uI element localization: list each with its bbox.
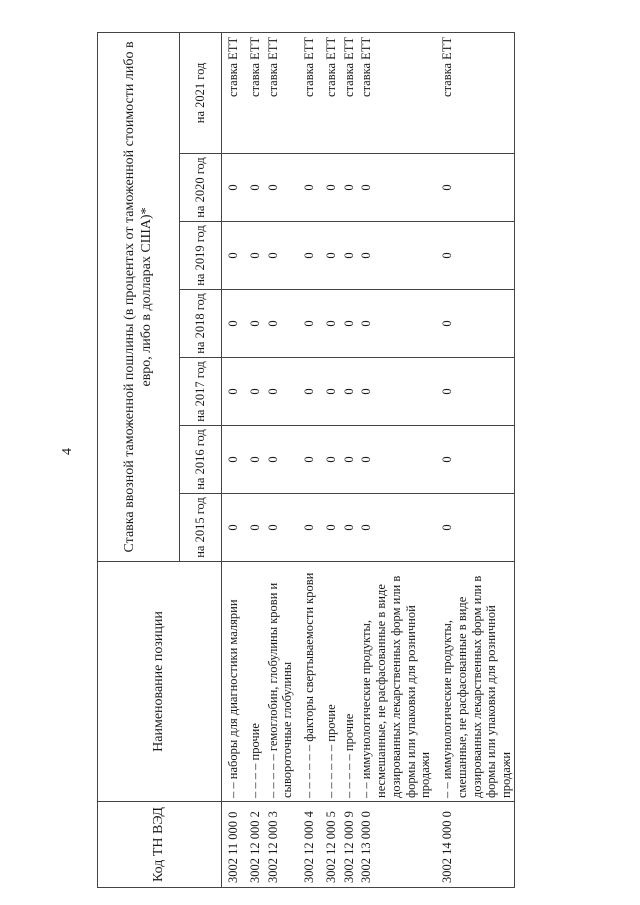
table-row [358,32,439,887]
rate-value: 0 [247,154,265,222]
header-year: на 2015 год [180,494,222,562]
rate-value: 0 [265,222,302,290]
table-row [222,32,247,887]
rate-value: 0 [301,290,323,358]
rate-value: 0 [358,494,439,562]
tariff-table [97,32,515,888]
row-code: 3002 13 000 0 [358,802,439,888]
row-name: – – – – – – прочие [323,562,341,802]
row-name: – – – – – гемоглобин, глобулины крови и сывороточные глобулины [265,562,302,802]
rate-value: 0 [323,290,341,358]
rate-2021: ставка ЕТТ [247,32,265,153]
rate-value: 0 [301,154,323,222]
rate-value: 0 [358,358,439,426]
rate-value: 0 [341,290,359,358]
header-year: на 2017 год [180,358,222,426]
row-code: 3002 12 000 9 [341,802,359,888]
header-name: Наименование позиции [98,562,222,802]
rate-value: 0 [341,358,359,426]
header-code: Код ТН ВЭД [98,802,222,888]
rate-2021: ставка ЕТТ [341,32,359,153]
rate-value: 0 [301,494,323,562]
table-body [222,32,515,887]
rate-value: 0 [439,494,514,562]
rate-value: 0 [323,358,341,426]
rate-value: 0 [439,154,514,222]
rate-value: 0 [439,426,514,494]
rate-value: 0 [301,222,323,290]
rate-value: 0 [222,358,247,426]
row-code: 3002 12 000 3 [265,802,302,888]
rate-2021: ставка ЕТТ [265,32,302,153]
rate-value: 0 [265,154,302,222]
rate-value: 0 [439,222,514,290]
rate-2021: ставка ЕТТ [358,32,439,153]
table-row [341,32,359,887]
rate-value: 0 [222,222,247,290]
rate-2021: ставка ЕТТ [301,32,323,153]
row-name: – – наборы для диагностики малярии [222,562,247,802]
header-year: на 2021 год [180,32,222,153]
rate-value: 0 [222,494,247,562]
row-code: 3002 12 000 4 [301,802,323,888]
header-rate: Ставка ввозной таможенной пошлины (в процентах от таможенной стоимости либо в евро, либо в долларах США)* [98,32,180,561]
table-row [301,32,323,887]
rate-value: 0 [341,154,359,222]
rate-value: 0 [301,358,323,426]
rate-value: 0 [222,426,247,494]
rate-value: 0 [222,290,247,358]
row-name: – – иммунологические продукты, несмешанные, не расфасованные в виде дозированных лекарственных форм или в формы или упаковки для розничной продажи [358,562,439,802]
rate-value: 0 [341,426,359,494]
rate-value: 0 [247,358,265,426]
rate-2021: ставка ЕТТ [439,32,514,153]
rate-value: 0 [341,222,359,290]
table-row [439,32,514,887]
row-name: – – – – – прочие [341,562,359,802]
table-row [247,32,265,887]
rate-value: 0 [247,426,265,494]
rate-value: 0 [323,494,341,562]
rate-value: 0 [265,358,302,426]
rate-2021: ставка ЕТТ [222,32,247,153]
rate-value: 0 [358,290,439,358]
rate-value: 0 [247,290,265,358]
table-row [323,32,341,887]
header-year: на 2016 год [180,426,222,494]
rate-value: 0 [439,290,514,358]
rate-value: 0 [323,222,341,290]
row-code: 3002 12 000 2 [247,802,265,888]
header-year: на 2019 год [180,222,222,290]
page-number: 4 [60,448,75,455]
row-name: – – – – – – факторы свертываемости крови [301,562,323,802]
rate-value: 0 [439,358,514,426]
header-year: на 2018 год [180,290,222,358]
rate-value: 0 [265,290,302,358]
rate-2021: ставка ЕТТ [323,32,341,153]
rate-value: 0 [247,494,265,562]
header-year: на 2020 год [180,154,222,222]
rate-value: 0 [222,154,247,222]
rate-value: 0 [358,154,439,222]
row-code: 3002 11 000 0 [222,802,247,888]
rate-value: 0 [247,222,265,290]
row-code: 3002 14 000 0 [439,802,514,888]
rate-value: 0 [301,426,323,494]
row-name: – – – – прочие [247,562,265,802]
rate-value: 0 [265,426,302,494]
table-row [265,32,302,887]
rate-value: 0 [265,494,302,562]
row-code: 3002 12 000 5 [323,802,341,888]
rate-value: 0 [358,426,439,494]
rate-value: 0 [323,426,341,494]
rate-value: 0 [358,222,439,290]
rate-value: 0 [323,154,341,222]
rate-value: 0 [341,494,359,562]
row-name: – – иммунологические продукты, смешанные, не расфасованные в виде дозированных лекарственных форм или в формы или упаковки для розничной продажи [439,562,514,802]
tariff-table-container [97,33,547,888]
